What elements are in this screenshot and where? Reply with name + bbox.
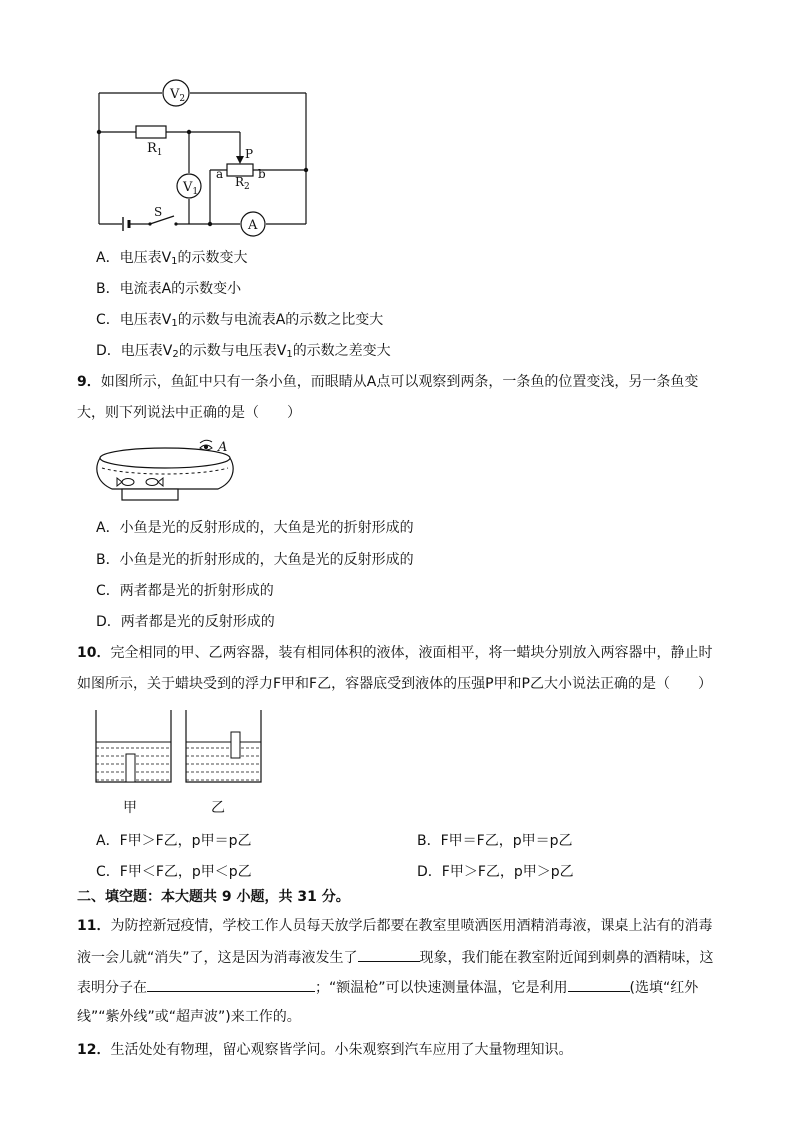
q11-line3: 表明分子在 ；“额温枪”可以快速测量体温，它是利用 (选填“红外 (77, 976, 698, 998)
q8-option-a: A．电压表$V_1$的示数变大 (96, 250, 248, 267)
q11-line2: 液一会儿就“消失”了，这是因为消毒液发生了 现象，我们能在教室附近闻到刺鼻的酒精味，这 (77, 946, 714, 968)
q10-option-d: D．F甲＞F乙，p甲＞p乙 (417, 864, 574, 880)
resistor-r1 (136, 126, 166, 138)
svg-text:乙: 乙 (211, 800, 225, 816)
q11-line4: 线”“紫外线”或“超声波”)来工作的。 (77, 1009, 301, 1025)
svg-text:A: A (218, 440, 228, 455)
q8-option-d: D．电压表$V_2$的示数与电压表$V_1$的示数之差变大 (96, 343, 391, 360)
q10-stem-line1: 10．完全相同的甲、乙两容器，装有相同体积的液体，液面相平，将一蜡块分别放入两容器中，静止时 (77, 645, 713, 661)
svg-text:R2: $R_2$ (235, 175, 250, 192)
blank-3[interactable] (568, 976, 630, 992)
wax-block-jia (126, 754, 135, 782)
q9-stem-line1: 9．如图所示，鱼缸中只有一条小鱼，而眼睛从A点可以观察到两条，一条鱼的位置变浅，另一条鱼变 (77, 374, 699, 390)
q9-option-b: B．小鱼是光的折射形成的，大鱼是光的反射形成的 (96, 552, 414, 568)
q9-option-d: D．两者都是光的反射形成的 (96, 614, 275, 630)
fish-tank-figure (90, 436, 250, 508)
q10-option-a: A．F甲＞F乙，p甲＝p乙 (96, 833, 252, 849)
svg-text:V2: $V_2$ (170, 87, 186, 104)
q11-line1: 11．为防控新冠疫情，学校工作人员每天放学后都要在教室里喷洒医用酒精消毒液，课桌上沾有的消毒 (77, 918, 713, 934)
bowl-rim (100, 448, 230, 468)
q10-option-c: C．F甲＜F乙，p甲＜p乙 (96, 864, 252, 880)
section-title: 二、填空题：本大题共 9 小题，共 31 分。 (77, 889, 350, 905)
blank-2[interactable] (147, 976, 315, 992)
wax-block-yi (231, 732, 240, 758)
container-yi (186, 710, 261, 782)
eye-icon (200, 440, 212, 450)
svg-text:P: P (245, 147, 254, 161)
q9-stem-line2: 大，则下列说法中正确的是（ ） (77, 405, 301, 421)
q8-option-c: C．电压表$V_1$的示数与电流表A的示数之比变大 (96, 312, 384, 329)
water-surface (102, 468, 228, 474)
q9-option-a: A．小鱼是光的反射形成的，大鱼是光的折射形成的 (96, 520, 414, 536)
svg-text:V1: $V_1$ (183, 180, 199, 197)
q8-option-b: B．电流表A的示数变小 (96, 281, 242, 297)
container-jia (96, 710, 171, 782)
fish-icon (117, 478, 163, 486)
q9-option-c: C．两者都是光的折射形成的 (96, 583, 274, 599)
bowl-stand (122, 489, 178, 500)
q10-stem-line2: 如图所示，关于蜡块受到的浮力F甲和F乙，容器底受到液体的压强P甲和P乙大小说法正确的是（ ） (77, 676, 712, 692)
blank-1[interactable] (358, 946, 420, 962)
circuit-diagram (90, 78, 320, 240)
svg-text:S: S (154, 205, 163, 219)
q10-option-b: B．F甲＝F乙，p甲＝p乙 (417, 833, 573, 849)
slider-p-arrow (236, 156, 244, 164)
containers-figure (90, 708, 270, 820)
svg-text:b: b (258, 167, 266, 181)
svg-text:A: A (248, 218, 258, 233)
svg-text:R1: $R_1$ (147, 141, 163, 158)
svg-text:甲: 甲 (123, 800, 137, 816)
svg-text:a: a (216, 167, 224, 181)
q12-line1: 12．生活处处有物理，留心观察皆学问。小朱观察到汽车应用了大量物理知识。 (77, 1042, 573, 1058)
